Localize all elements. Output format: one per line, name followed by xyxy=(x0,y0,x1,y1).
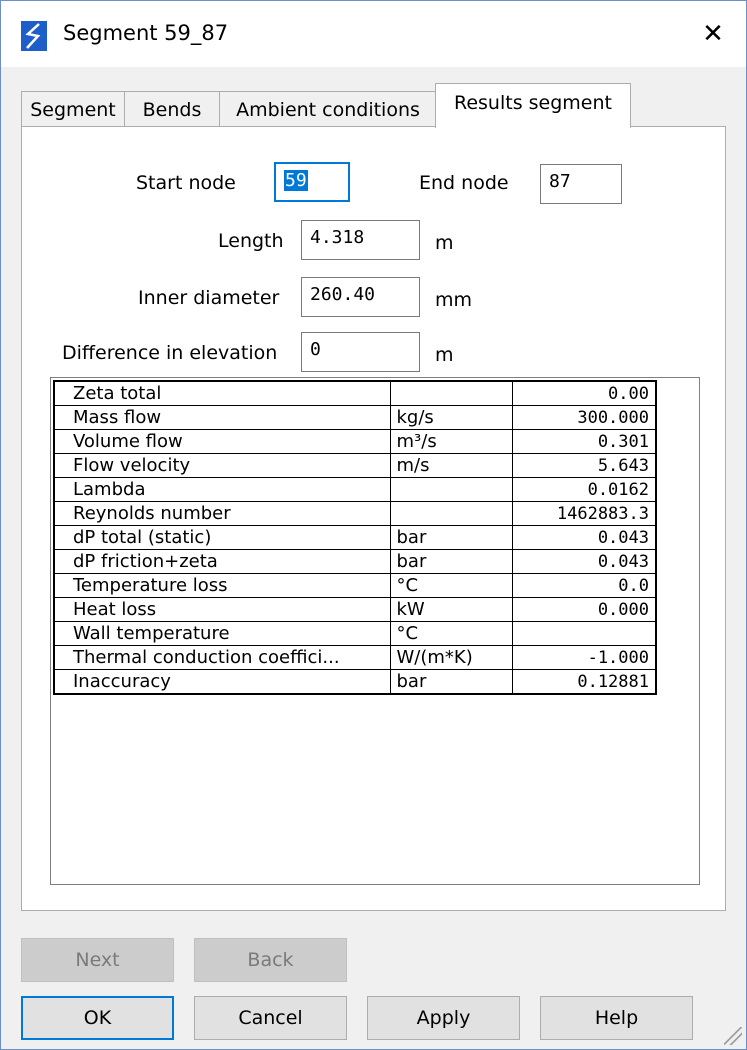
result-unit: °C xyxy=(390,574,512,598)
result-value: 0.0 xyxy=(512,574,656,598)
result-value xyxy=(512,622,656,646)
result-name: dP total (static) xyxy=(54,526,390,550)
resize-grip-icon[interactable] xyxy=(724,1027,742,1045)
table-row[interactable] xyxy=(54,406,656,430)
result-name: Lambda xyxy=(54,478,390,502)
back-button[interactable]: Back xyxy=(194,938,347,982)
table-row[interactable] xyxy=(54,502,656,526)
table-row[interactable] xyxy=(54,646,656,670)
length-label: Length xyxy=(218,230,284,252)
result-name: Reynolds number xyxy=(54,502,390,526)
start-node-value: 59 xyxy=(285,170,307,191)
result-value: 300.000 xyxy=(512,406,656,430)
result-name: Flow velocity xyxy=(54,454,390,478)
table-row[interactable] xyxy=(54,598,656,622)
result-unit xyxy=(390,478,512,502)
window-title: Segment 59_87 xyxy=(63,21,229,45)
result-value: 5.643 xyxy=(512,454,656,478)
table-row[interactable] xyxy=(54,574,656,598)
start-node-label: Start node xyxy=(136,172,236,194)
results-table xyxy=(53,380,657,695)
close-icon[interactable]: ✕ xyxy=(702,19,724,49)
tab-results-segment[interactable]: Results segment xyxy=(435,83,631,128)
result-value: 0.043 xyxy=(512,550,656,574)
result-unit: kW xyxy=(390,598,512,622)
result-unit: W/(m*K) xyxy=(390,646,512,670)
result-value: 0.00 xyxy=(512,381,656,406)
result-value: -1.000 xyxy=(512,646,656,670)
result-value: 0.043 xyxy=(512,526,656,550)
result-name: Zeta total xyxy=(54,381,390,406)
result-unit: m³/s xyxy=(390,430,512,454)
table-row[interactable] xyxy=(54,670,656,695)
tab-segment[interactable]: Segment xyxy=(21,91,125,127)
length-input[interactable]: 4.318 xyxy=(301,220,420,260)
table-row[interactable] xyxy=(54,622,656,646)
apply-button[interactable]: Apply xyxy=(367,996,520,1040)
result-name: Heat loss xyxy=(54,598,390,622)
results-grid xyxy=(50,377,700,885)
result-value: 0.000 xyxy=(512,598,656,622)
result-name: Volume flow xyxy=(54,430,390,454)
next-button[interactable]: Next xyxy=(21,938,174,982)
result-name: Mass flow xyxy=(54,406,390,430)
title-bar xyxy=(1,1,746,67)
end-node-label: End node xyxy=(419,172,509,194)
result-unit: bar xyxy=(390,526,512,550)
tab-strip xyxy=(21,83,727,127)
result-value: 0.0162 xyxy=(512,478,656,502)
result-unit: bar xyxy=(390,670,512,695)
elevation-unit: m xyxy=(435,344,454,366)
result-value: 0.12881 xyxy=(512,670,656,695)
table-row[interactable] xyxy=(54,478,656,502)
table-row[interactable] xyxy=(54,550,656,574)
result-unit xyxy=(390,381,512,406)
table-row[interactable] xyxy=(54,526,656,550)
result-name: Inaccuracy xyxy=(54,670,390,695)
elevation-input[interactable]: 0 xyxy=(301,332,420,372)
result-unit: °C xyxy=(390,622,512,646)
result-value: 1462883.3 xyxy=(512,502,656,526)
elevation-label: Difference in elevation xyxy=(62,342,278,364)
results-panel xyxy=(21,126,726,911)
inner-diameter-label: Inner diameter xyxy=(138,287,280,309)
result-unit: bar xyxy=(390,550,512,574)
result-name: dP friction+zeta xyxy=(54,550,390,574)
result-name: Wall temperature xyxy=(54,622,390,646)
table-row[interactable] xyxy=(54,381,656,406)
result-unit: m/s xyxy=(390,454,512,478)
help-button[interactable]: Help xyxy=(540,996,693,1040)
end-node-input[interactable]: 87 xyxy=(540,164,622,204)
pipe-segment-icon xyxy=(21,21,47,51)
result-name: Thermal conduction coeffici... xyxy=(54,646,390,670)
length-unit: m xyxy=(435,232,454,254)
table-row[interactable] xyxy=(54,430,656,454)
start-node-input[interactable] xyxy=(274,162,350,202)
result-name: Temperature loss xyxy=(54,574,390,598)
tab-ambient-conditions[interactable]: Ambient conditions xyxy=(219,91,437,127)
inner-diameter-unit: mm xyxy=(435,289,473,311)
ok-button[interactable]: OK xyxy=(21,996,174,1040)
table-row[interactable] xyxy=(54,454,656,478)
tab-bends[interactable]: Bends xyxy=(124,91,220,127)
cancel-button[interactable]: Cancel xyxy=(194,996,347,1040)
result-value: 0.301 xyxy=(512,430,656,454)
inner-diameter-input[interactable]: 260.40 xyxy=(301,277,420,317)
result-unit xyxy=(390,502,512,526)
result-unit: kg/s xyxy=(390,406,512,430)
